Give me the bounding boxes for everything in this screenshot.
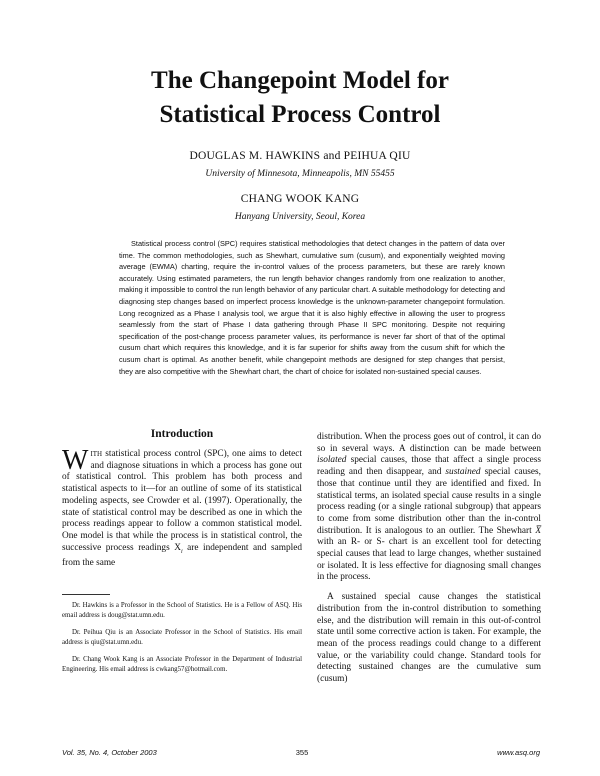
footer-website: www.asq.org [497,748,540,757]
footnote-kang: Dr. Chang Wook Kang is an Associate Professor in the Department of Industrial Engineering. His email address is cwkang57@hotmail.com. [62,655,302,674]
xbar-symbol: X̅ [535,525,541,536]
footnote-hawkins: Dr. Hawkins is a Professor in the School of Statistics. He is a Fellow of ASQ. His email address is doug@stat.umn.edu. [62,602,302,620]
intro-paragraph-2 [317,432,541,584]
footer-volume: Vol. 35, No. 4, October 2003 [62,748,157,757]
right-text-b: special causes, those that affect a single process reading and then disappear, and [317,455,541,478]
section-heading-introduction: Introduction [150,428,214,440]
footnote-qiu: Dr. Peihua Qiu is an Associate Professor in the School of Statistics. His email address is qiu@stat.umn.edu. [62,628,302,647]
intro-left-text: statistical process control (SPC), one aims to detect and diagnose situations in which a process has gone out of statistical control. This problem has both process and statistical aspects to it—for an outline of some of its statistical modeling aspects, see Crowder et al. (1997). Operationally, the state of statistical control may be described as one in which the process readings appear to follow a common statistical model. One model is that while the process is in statistical control, the successive process readings X [62,449,302,553]
author-names-secondary: CHANG WOOK KANG [240,193,360,205]
paper-title [60,64,540,132]
drop-cap: W [62,445,89,476]
footer-page-number: 355 [295,748,309,757]
title-line-1: The Changepoint Model for [151,67,449,94]
intro-paragraph-3: A sustained special cause changes the statistical distribution from the in-control distribution to something else, and the distribution will remain in this out-of-control state until some corrective action is taken. For example, the mean of the process readings could change to a different value, or the variability could change. Standard tools for detecting sustained changes are the cumulative sum (cusum) [317,592,541,685]
author-names-primary: DOUGLAS M. HAWKINS and PEIHUA QIU [189,150,411,162]
right-text-c: special causes, those that continue until they are identified and fixed. In statistical terms, an isolated special cause results in a single process reading (or a single rational subgroup) that appears to come from some distribution other than the in-control distribution. It is analogous to an outlier. The Shewhart [317,467,541,536]
lead-smallcaps: ith [90,449,103,459]
subscript-i: i [180,548,183,555]
intro-paragraph-1 [62,445,302,570]
footnote-rule [62,594,110,595]
intro-left-tail: are independent and sampled from the same [62,542,302,569]
right-text-a: distribution. When the process goes out of control, it can do so in several ways. A distinction can be made between [317,432,541,454]
intro-left-column [62,445,302,570]
intro-right-column [317,432,541,686]
right-text-d: with an R- or S- chart is an excellent tool for detecting special causes that lead to large changes, whether sustained or isolated. It is less effective for diagnosing small changes in the process. [317,537,541,583]
footnotes [62,601,302,681]
term-sustained: sustained [445,467,481,478]
author-affiliation-primary: University of Minnesota, Minneapolis, MN 55455 [205,169,395,179]
title-line-2: Statistical Process Control [159,101,441,128]
term-isolated: isolated [317,455,347,466]
author-affiliation-secondary: Hanyang University, Seoul, Korea [234,212,366,222]
abstract: Statistical process control (SPC) requires statistical methodologies that detect changes in the pattern of data over time. The common methodologies, such as Shewhart, cumulative sum (cusum), and exponentially weighted moving average (EWMA) charting, require the in-control values of the process parameters, but these are rarely known accurately. Using estimated parameters, the run length behavior changes randomly from one realization to another, making it impossible to control the run length behavior of any particular chart. A suitable methodology for detecting and diagnosing step changes based on imperfect process knowledge is the unknown-parameter changepoint formulation. Long recognized as a Phase I analysis tool, we argue that it is also highly effective in allowing the user to progress seamlessly from the start of Phase I data gathering through Phase II SPC monitoring. Despite not requiring specification of the post-change process parameter values, its performance is never far short of that of the optimal cusum chart which requires this knowledge, and it is far superior for shifts away from the cusum shift for which the cusum chart is optimal. As another benefit, while changepoint methods are designed for step changes that persist, they are also competitive with the Shewhart chart, the chart of choice for isolated non-sustained special causes. [119,239,505,376]
